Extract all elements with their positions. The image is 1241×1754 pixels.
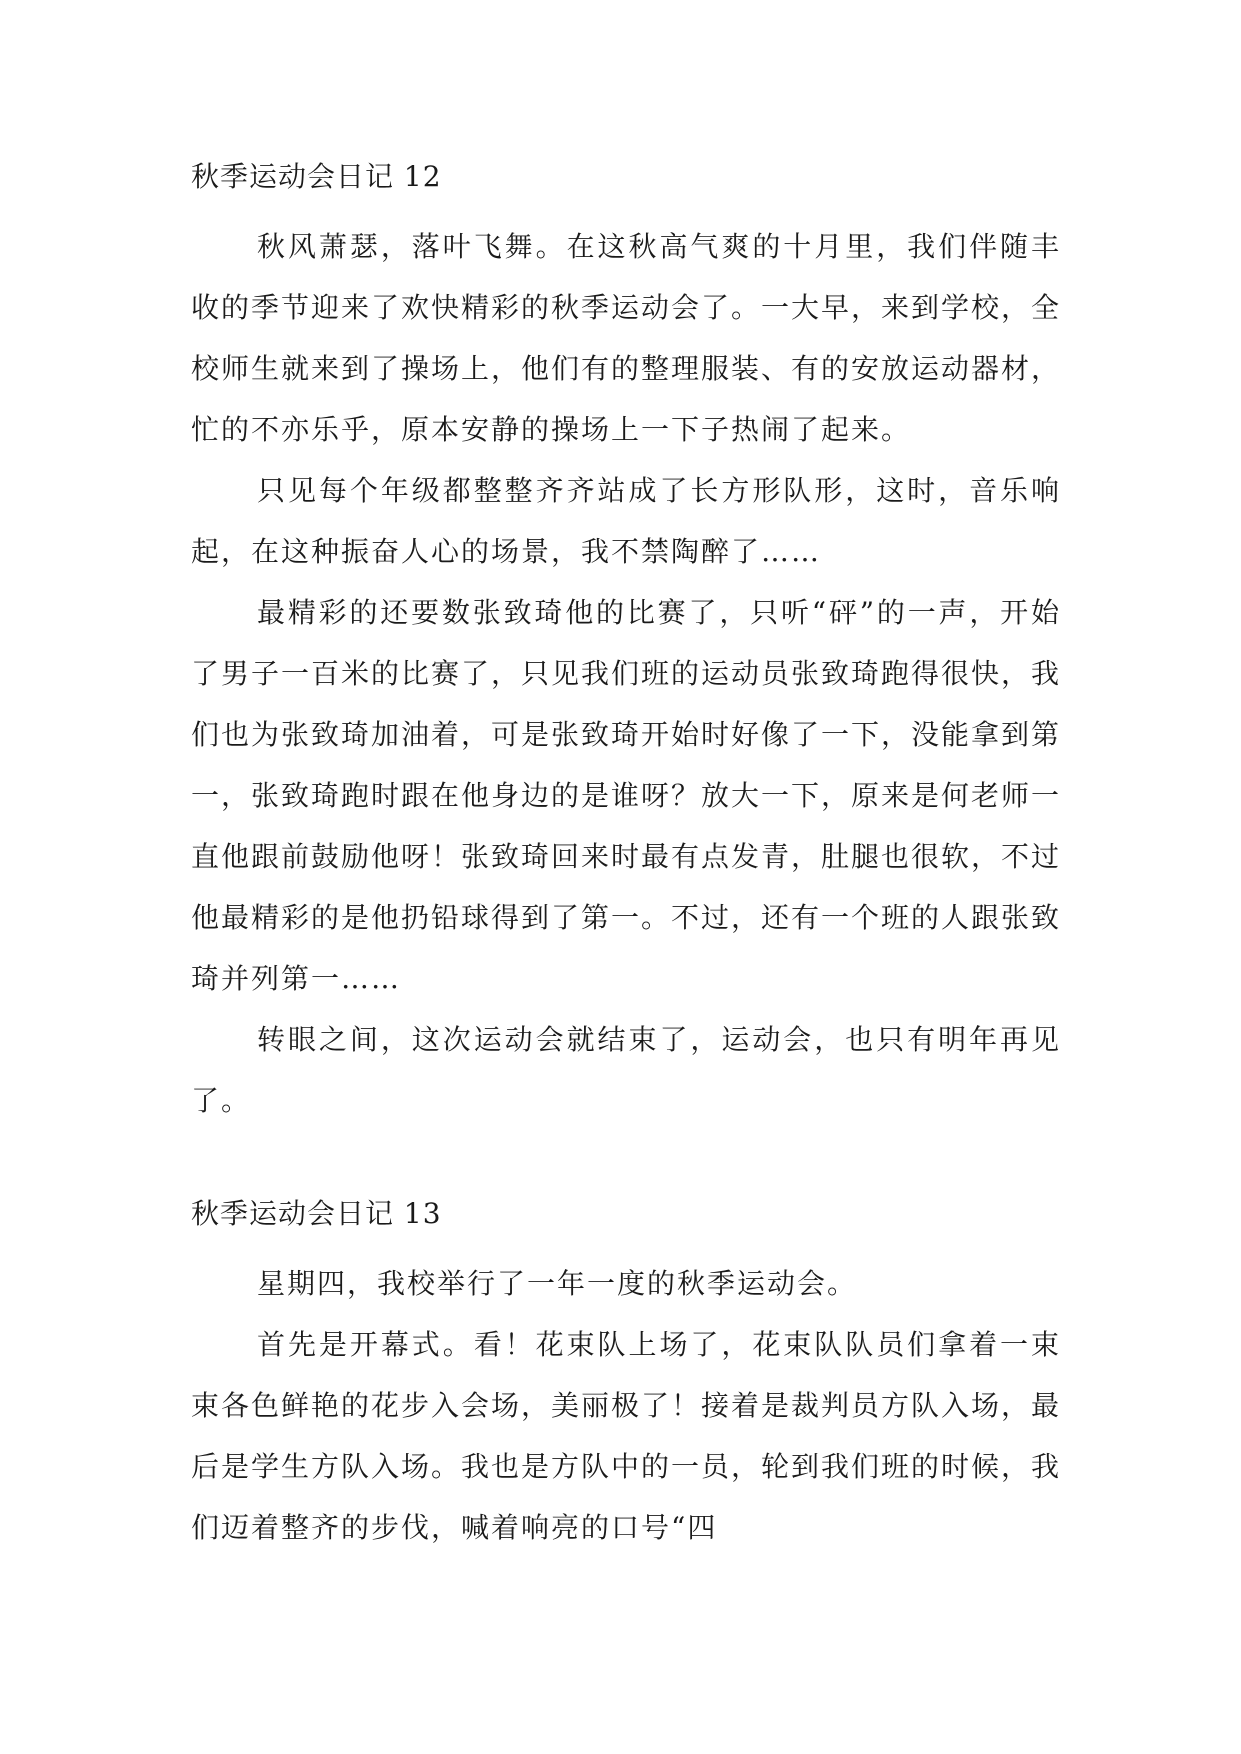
entry-title: 秋季运动会日记 12 bbox=[191, 160, 442, 193]
paragraph: 首先是开幕式。看！花束队上场了，花束队队员们拿着一束束各色鲜艳的花步入会场，美丽极了！接着是裁判员方队入场，最后是学生方队入场。我也是方队中的一员，轮到我们班的时候，我们迈着整齐的步伐，喊着响亮的口号“四 bbox=[191, 1328, 1062, 1544]
entry-title: 秋季运动会日记 13 bbox=[191, 1197, 442, 1230]
paragraph: 星期四，我校举行了一年一度的秋季运动会。 bbox=[257, 1267, 858, 1300]
paragraph: 转眼之间，这次运动会就结束了，运动会，也只有明年再见了。 bbox=[191, 1023, 1061, 1117]
document-content bbox=[191, 160, 1061, 1558]
paragraph: 只见每个年级都整整齐齐站成了长方形队形，这时，音乐响起，在这种振奋人心的场景，我不禁陶醉了…… bbox=[191, 474, 1061, 568]
paragraph: 秋风萧瑟，落叶飞舞。在这秋高气爽的十月里，我们伴随丰收的季节迎来了欢快精彩的秋季运动会了。一大早，来到学校，全校师生就来到了操场上，他们有的整理服装、有的安放运动器材，忙的不亦乐乎，原本安静的操场上一下子热闹了起来。 bbox=[191, 230, 1062, 446]
diary-entry-13 bbox=[191, 1197, 1061, 1558]
diary-entry-12 bbox=[191, 160, 1061, 1131]
paragraph: 最精彩的还要数张致琦他的比赛了，只听“砰”的一声，开始了男子一百米的比赛了，只见我们班的运动员张致琦跑得很快，我们也为张致琦加油着，可是张致琦开始时好像了一下，没能拿到第一，张致琦跑时跟在他身边的是谁呀？放大一下，原来是何老师一直他跟前鼓励他呀！张致琦回来时最有点发青，肚腿也很软，不过他最精彩的是他扔铅球得到了第一。不过，还有一个班的人跟张致琦并列第一…… bbox=[191, 596, 1062, 995]
